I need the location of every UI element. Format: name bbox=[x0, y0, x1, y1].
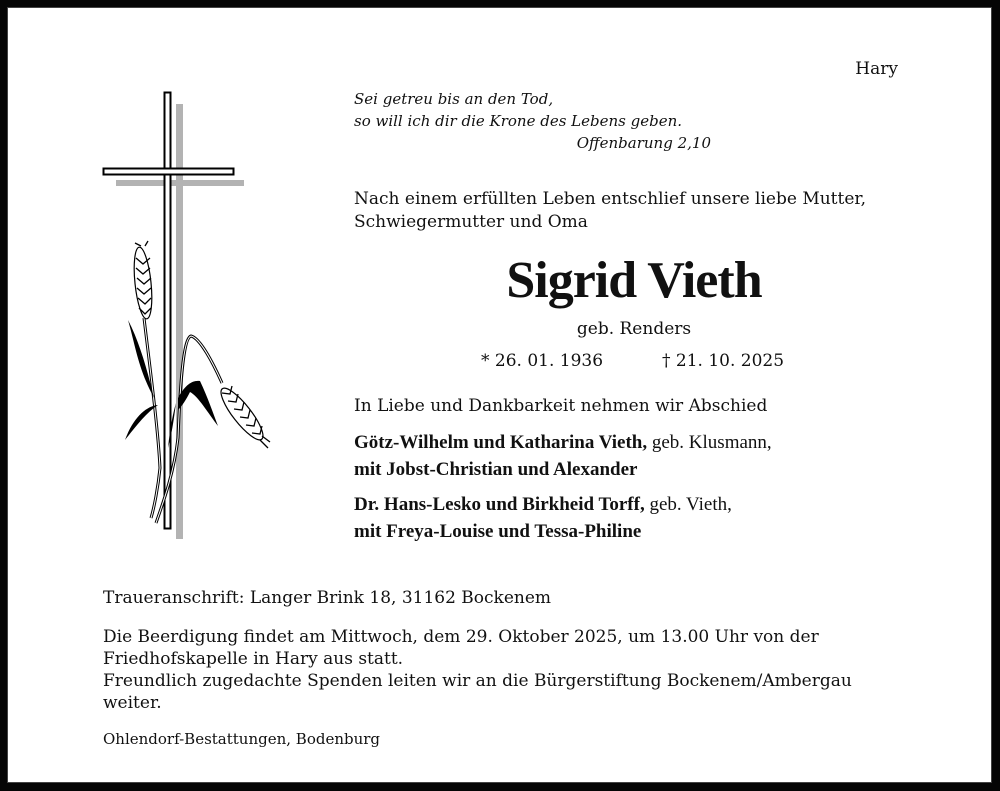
mourner-children: mit Freya-Louise und Tessa-Philine bbox=[354, 521, 642, 542]
mourner-names: Götz-Wilhelm und Katharina Vieth, bbox=[354, 432, 648, 453]
obituary-notice bbox=[7, 7, 992, 783]
mourning-address: Traueranschrift: Langer Brink 18, 31162 Bockenem bbox=[103, 588, 552, 608]
verse-reference: Offenbarung 2,10 bbox=[576, 134, 711, 152]
death-date: † 21. 10. 2025 bbox=[662, 351, 785, 371]
funeral-info: Die Beerdigung findet am Mittwoch, dem 29. Oktober 2025, um 13.00 Uhr von der Friedhofskapelle in Hary aus statt. bbox=[103, 627, 819, 669]
bible-verse bbox=[354, 88, 682, 132]
mourner-names-line bbox=[354, 429, 772, 456]
intro-line: Nach einem erfüllten Leben entschlief unsere liebe Mutter, bbox=[354, 189, 867, 209]
location: Hary bbox=[855, 59, 898, 79]
farewell-text: In Liebe und Dankbarkeit nehmen wir Abschied bbox=[354, 396, 768, 416]
verse-line: Sei getreu bis an den Tod, bbox=[354, 90, 554, 108]
mourner-born: geb. Klusmann, bbox=[647, 432, 772, 453]
birth-date: * 26. 01. 1936 bbox=[481, 351, 604, 371]
mourner-names: Dr. Hans-Lesko und Birkheid Torff, bbox=[354, 494, 645, 515]
mourner-children: mit Jobst-Christian und Alexander bbox=[354, 459, 638, 480]
donation-info: Freundlich zugedachte Spenden leiten wir an die Bürgerstiftung Bockenem/Ambergau weiter. bbox=[103, 671, 852, 713]
deceased-name: Sigrid Vieth bbox=[506, 252, 762, 309]
mourner-family bbox=[354, 429, 772, 483]
intro-line: Schwiegermutter und Oma bbox=[354, 212, 588, 232]
funeral-details bbox=[103, 626, 915, 714]
intro-text bbox=[354, 188, 866, 234]
mourner-family bbox=[354, 491, 732, 545]
undertaker: Ohlendorf-Bestattungen, Bodenburg bbox=[103, 730, 381, 748]
cross-with-wheat-icon bbox=[96, 84, 276, 554]
mourner-names-line bbox=[354, 491, 732, 518]
maiden-name: geb. Renders bbox=[576, 319, 692, 339]
verse-line: so will ich dir die Krone des Lebens geben. bbox=[354, 112, 682, 130]
mourner-born: geb. Vieth, bbox=[644, 494, 732, 515]
